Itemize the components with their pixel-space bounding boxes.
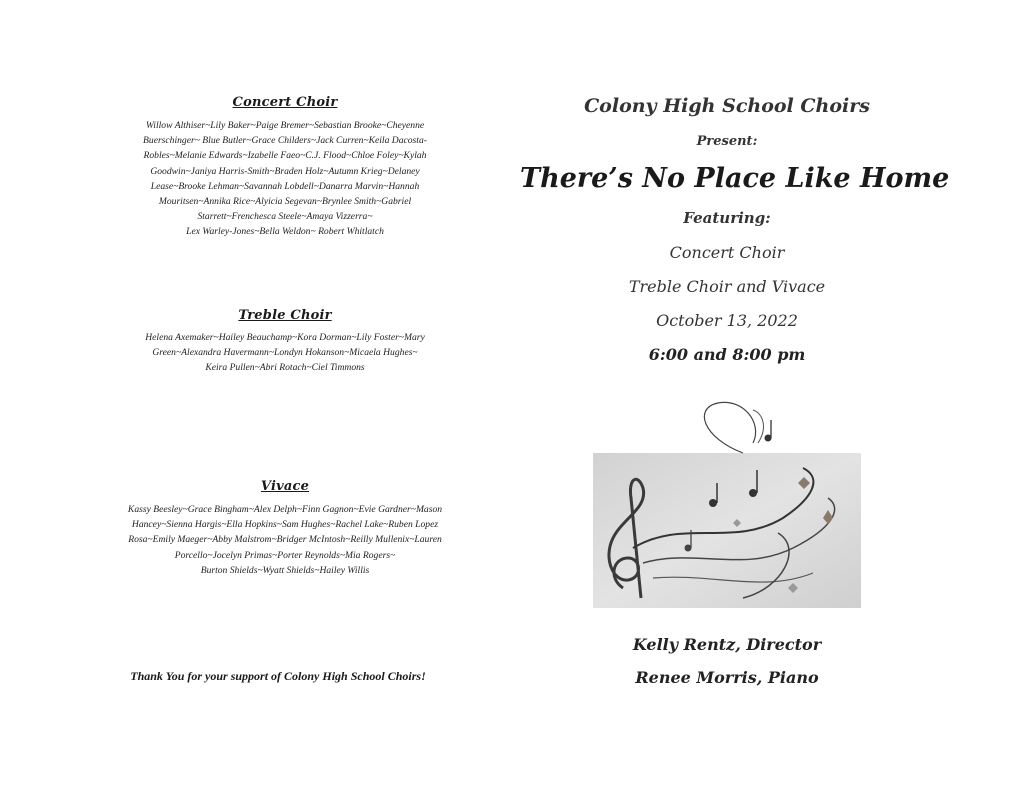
member-line: Kassy Beesley~Grace Bingham~Alex Delph~Finn Gagnon~Evie Gardner~Mason (127, 504, 443, 515)
pianist-credit: Renee Morris, Piano (635, 668, 819, 687)
member-line: Rosa~Emily Maeger~Abby Malstrom~Bridger McIntosh~Reilly Mullenix~Lauren (128, 534, 442, 546)
thank-you-note: Thank You for your support of Colony High School Choirs! (130, 669, 426, 683)
vivace-members (90, 502, 480, 578)
director-credit: Kelly Rentz, Director (632, 635, 822, 654)
treble-clef-icon (593, 398, 861, 608)
concert-choir-members (90, 118, 480, 240)
member-line: Lease~Brooke Lehman~Savannah Lobdell~Danarra Marvin~Hannah (150, 180, 420, 192)
concert-date: October 13, 2022 (656, 311, 798, 330)
member-line: Hancey~Sienna Hargis~Ella Hopkins~Sam Hughes~Rachel Lake~Ruben Lopez (131, 519, 439, 531)
member-line: Buerschinger~ Blue Butler~Grace Childers~Jack Curren~Keila Dacosta- (143, 135, 427, 147)
concert-choir-heading: Concert Choir (232, 95, 338, 110)
concert-times: 6:00 and 8:00 pm (648, 345, 806, 364)
concert-title: There’s No Place Like Home (520, 163, 950, 194)
vivace-section (90, 479, 480, 578)
member-line: Goodwin~Janiya Harris-Smith~Braden Holz~Autumn Krieg~Delaney (150, 165, 420, 177)
featuring-label: Featuring: (683, 209, 771, 227)
treble-choir-heading: Treble Choir (238, 308, 332, 323)
vivace-heading: Vivace (260, 479, 310, 494)
concert-choir-section (90, 95, 480, 240)
member-line: Willow Althiser~Lily Baker~Paige Bremer~Sebastian Brooke~Cheyenne (145, 120, 425, 131)
member-line: Porcello~Jocelyn Primas~Porter Reynolds~Mia Rogers~ (174, 549, 396, 561)
music-swirl-artwork (593, 398, 861, 608)
member-line: Robles~Melanie Edwards~Izabelle Faeo~C.J. Flood~Chloe Foley~Kylah (143, 150, 427, 162)
treble-choir-section (90, 308, 480, 376)
school-name: Colony High School Choirs (584, 95, 870, 117)
featured-treble-vivace: Treble Choir and Vivace (628, 277, 826, 296)
member-line: Burton Shields~Wyatt Shields~Hailey Willis (200, 564, 370, 576)
treble-choir-members (90, 330, 480, 376)
member-line: Lex Warley-Jones~Bella Weldon~ Robert Whitlatch (186, 226, 384, 238)
member-line: Keira Pullen~Abri Rotach~Ciel Timmons (205, 362, 365, 374)
present-label: Present: (696, 134, 758, 149)
member-line: Mouritsen~Annika Rice~Alyicia Segevan~Brynlee Smith~Gabriel (158, 196, 412, 208)
member-line: Green~Alexandra Havermann~Londyn Hokanson~Micaela Hughes~ (152, 347, 418, 359)
member-line: Helena Axemaker~Hailey Beauchamp~Kora Dorman~Lily Foster~Mary (145, 332, 425, 343)
featured-concert-choir: Concert Choir (669, 243, 785, 262)
member-line: Starrett~Frenchesca Steele~Amaya Vizzerra~ (197, 211, 373, 223)
